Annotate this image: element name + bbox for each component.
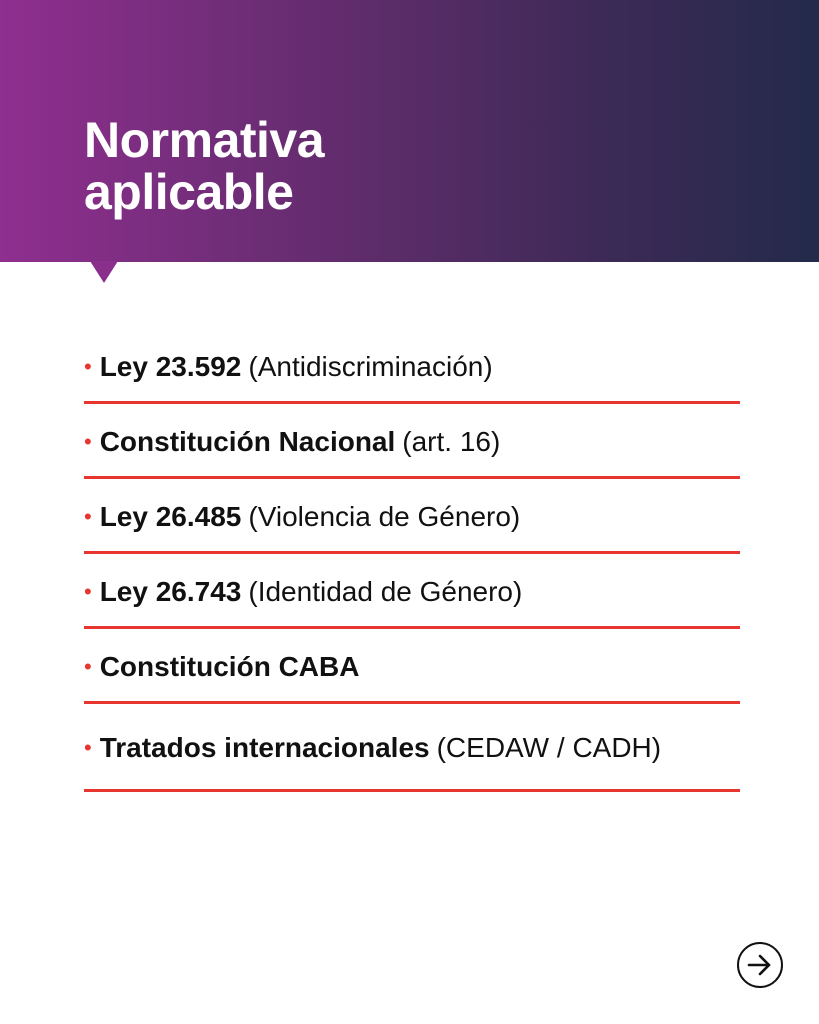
law-name: Constitución CABA [99,650,360,682]
law-detail: (Antidiscriminación) [248,350,493,382]
arrow-right-icon [747,954,773,976]
page-title [84,114,324,218]
bullet: • [84,503,92,529]
law-name: Tratados internacionales [99,732,430,763]
law-name: Constitución Nacional [99,425,396,457]
law-detail: (CEDAW / CADH) [436,732,662,763]
law-item-ley-23592 [84,332,740,404]
law-item-tratados-internacionales [84,707,740,792]
bullet: • [84,428,92,454]
law-detail: (art. 16) [402,425,501,457]
law-item-ley-26485 [84,482,740,554]
banner-pointer [90,261,118,283]
law-name: Ley 26.485 [99,500,242,532]
law-name: Ley 23.592 [99,350,242,382]
header-banner [0,0,819,262]
next-button[interactable] [737,942,783,988]
bullet: • [84,578,92,604]
law-list [84,332,740,795]
bullet: • [84,735,92,760]
title-line-1: Normativa [84,112,325,168]
bullet: • [84,653,92,679]
title-line-2: aplicable [84,164,294,220]
law-detail: (Identidad de Género) [248,575,523,607]
law-item-constitucion-caba [84,632,740,704]
bullet: • [84,353,92,379]
law-name: Ley 26.743 [99,575,242,607]
law-detail: (Violencia de Género) [248,500,521,532]
law-item-ley-26743 [84,557,740,629]
law-item-constitucion-nacional [84,407,740,479]
